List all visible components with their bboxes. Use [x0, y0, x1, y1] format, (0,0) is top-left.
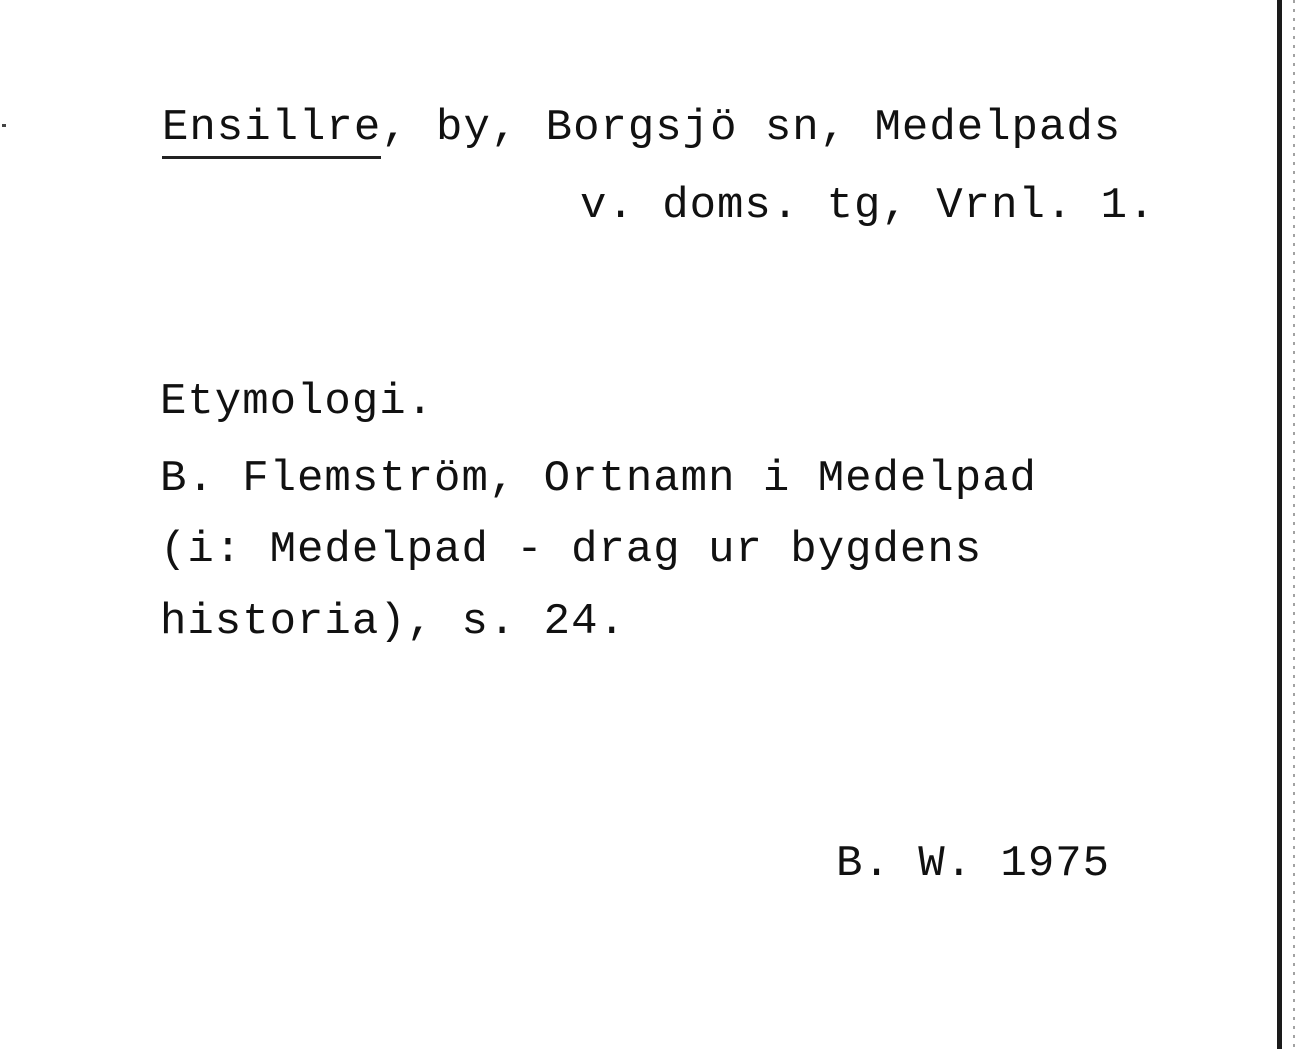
header-rest: , by, Borgsjö sn, Medelpads	[381, 103, 1122, 153]
card-edge-dots	[1293, 0, 1295, 1049]
scan-speck	[2, 124, 6, 127]
header-line-2: v. doms. tg, Vrnl. 1.	[580, 181, 1156, 231]
reference-line-3: historia), s. 24.	[160, 597, 626, 647]
card-edge-line	[1277, 0, 1282, 1049]
section-title: Etymologi.	[160, 377, 435, 427]
header-line-1	[162, 102, 1121, 159]
reference-line-2: (i: Medelpad - drag ur bygdens	[160, 525, 983, 575]
signature: B. W. 1975	[836, 839, 1111, 889]
headword: Ensillre	[162, 102, 381, 159]
reference-line-1: B. Flemström, Ortnamn i Medelpad	[160, 454, 1037, 504]
